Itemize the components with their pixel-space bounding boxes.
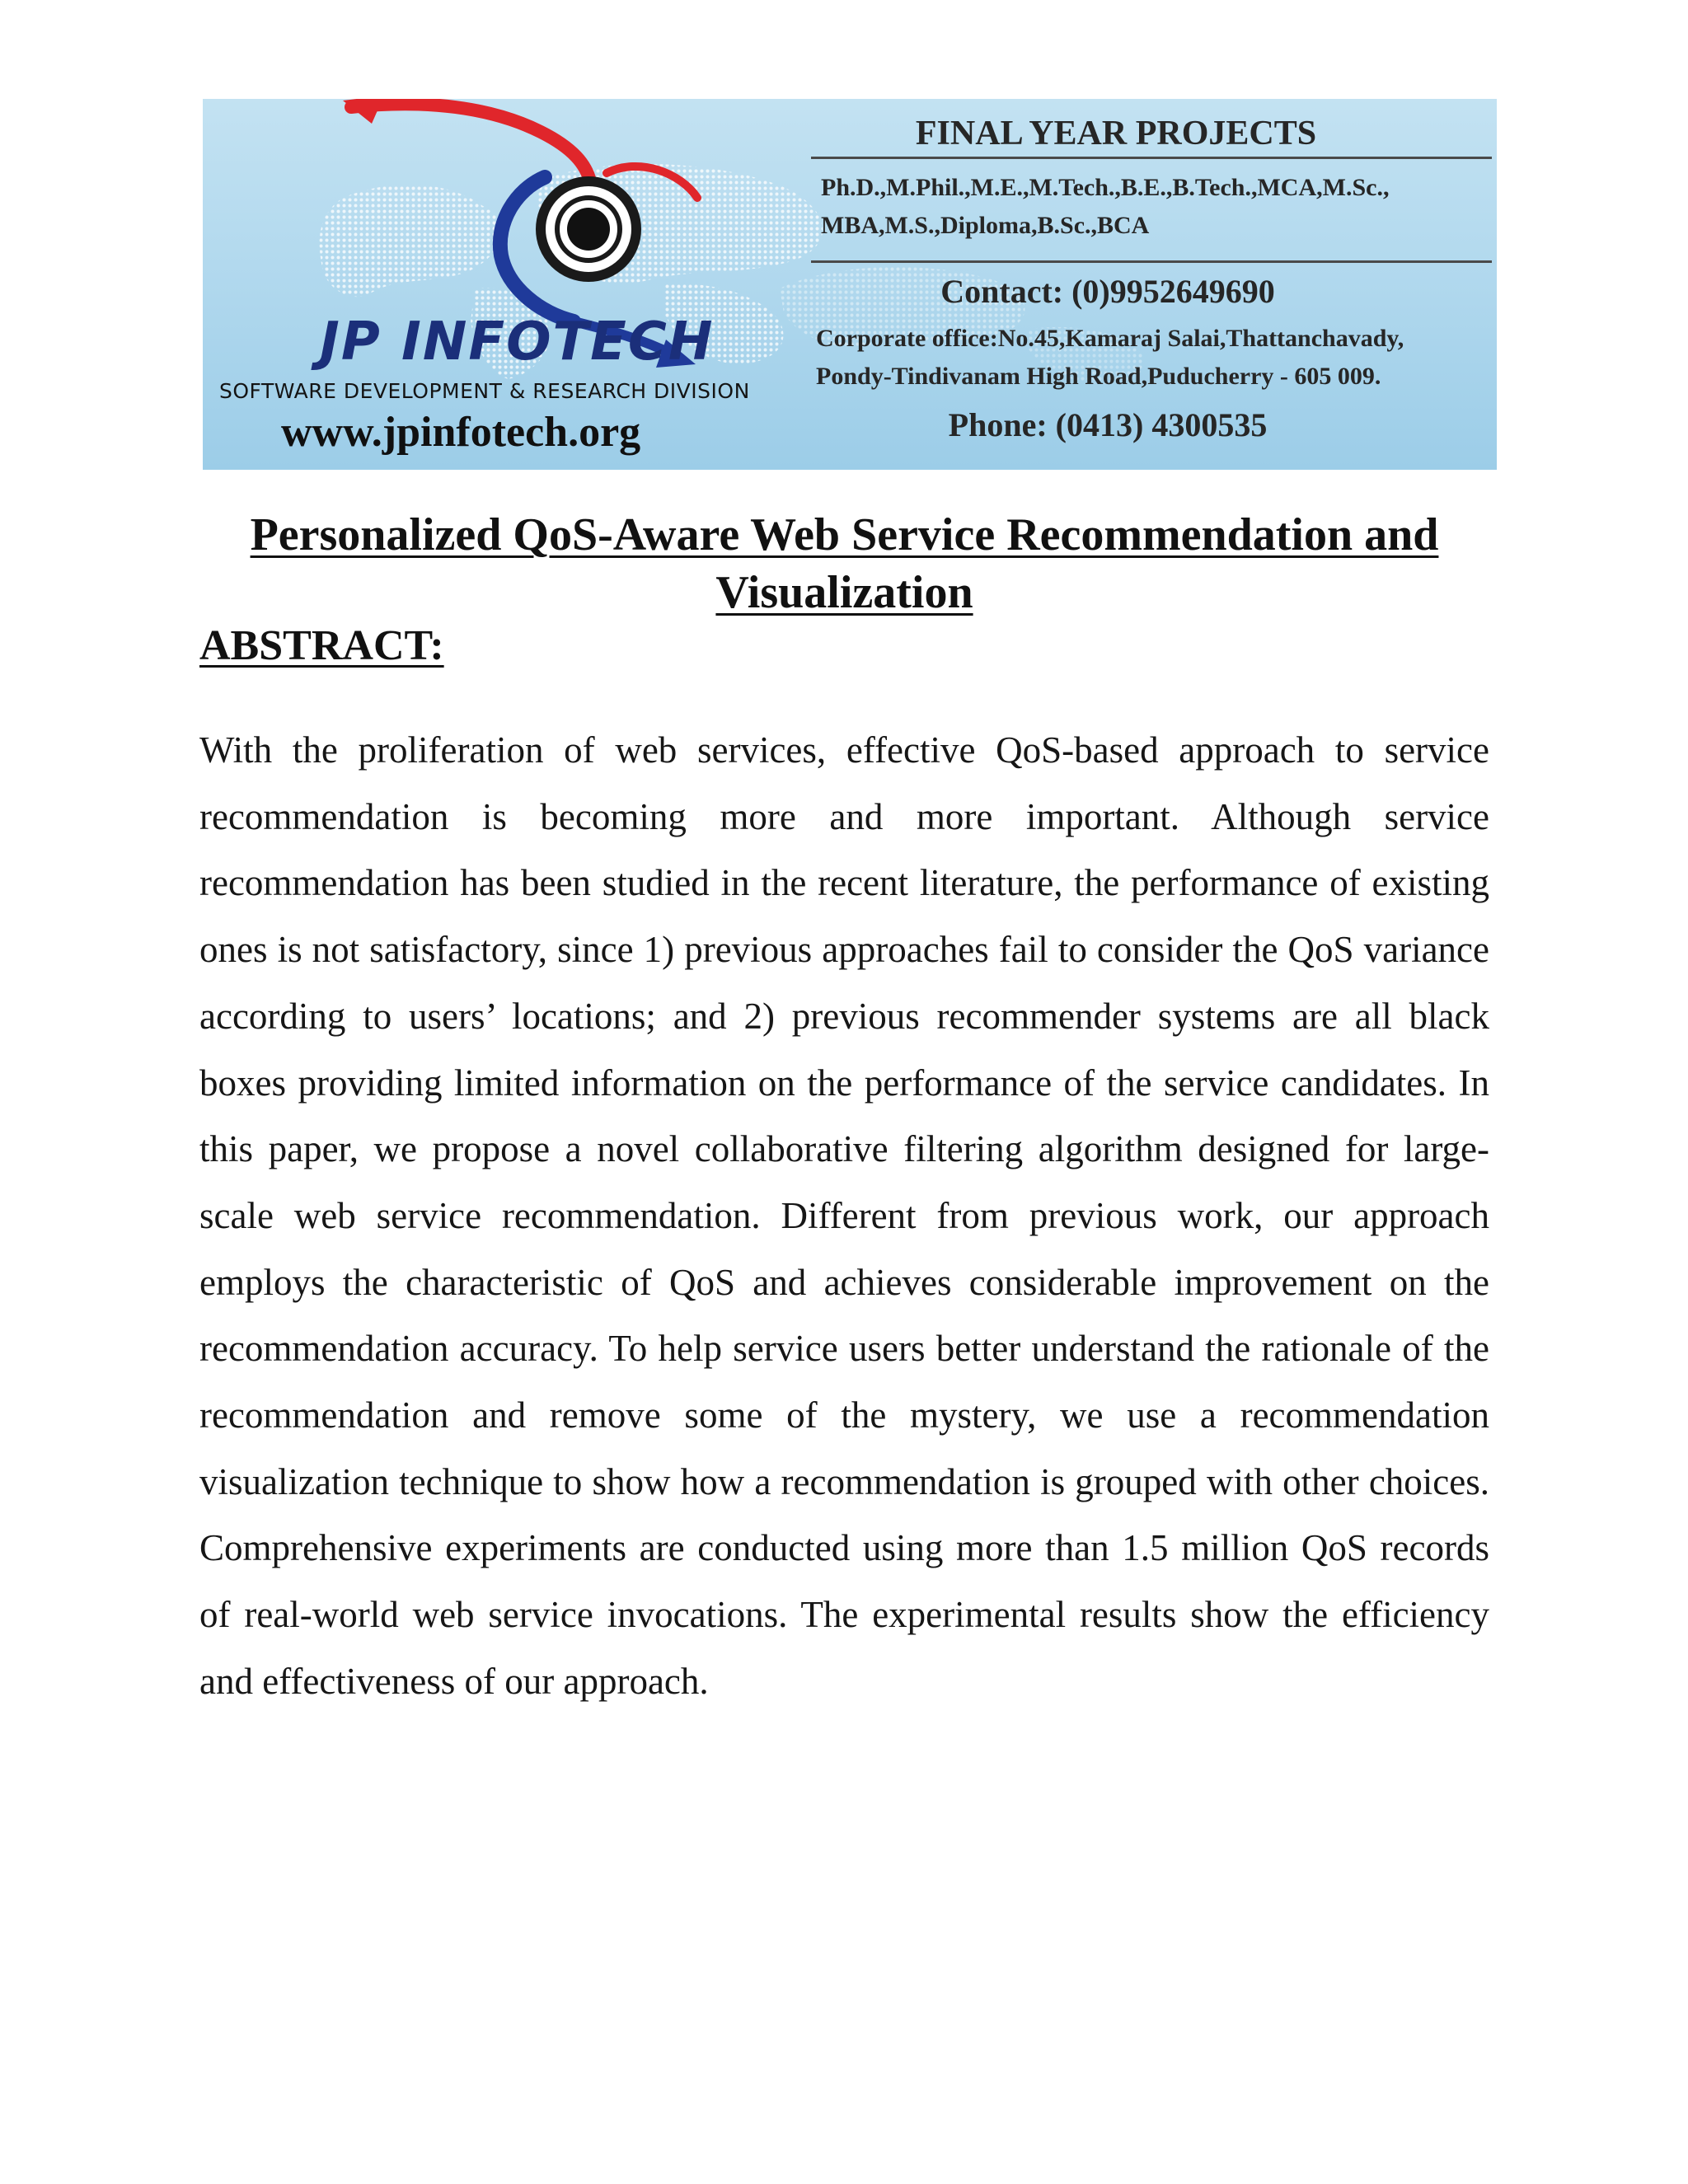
degrees-line: Ph.D.,M.Phil.,M.E.,M.Tech.,B.E.,B.Tech.,MCA,M.Sc.,: [821, 174, 1390, 201]
banner-heading: FINAL YEAR PROJECTS: [915, 115, 1317, 152]
address-line: Pondy-Tindivanam High Road,Puducherry - 605 009.: [816, 363, 1381, 390]
degrees-list: [821, 169, 1480, 245]
banner-info-panel: [811, 99, 1497, 470]
divider: [811, 260, 1492, 263]
brand-name: JP INFOTECH: [320, 312, 715, 373]
abstract-text: With the proliferation of web services, effective QoS-based approach to service recommendation is becoming more and more important. Although service recommendation has been studied in the recent literature, the performance of existing ones is not satisfactory, since 1) previous approaches fail to consider the QoS variance according to users’ locations; and 2) previous recommender systems are all black boxes providing limited information on the performance of the service candidates. In this paper, we propose a novel collaborative filtering algorithm designed for large-scale web service recommendation. Different from previous work, our approach employs the characteristic of QoS and achieves considerable improvement on the recommendation accuracy. To help service users better understand the rationale of the recommendation and remove some of the mystery, we use a recommendation visualization technique to show how a recommendation is grouped with other choices. Comprehensive experiments are conducted using more than 1.5 million QoS records of real-world web service invocations. The experimental results show the efficiency and effectiveness of our approach.: [199, 729, 1489, 1702]
address-line: Corporate office:No.45,Kamaraj Salai,Thattanchavady,: [816, 325, 1404, 352]
document-title: Personalized QoS-Aware Web Service Recommendation and Visualization: [250, 509, 1439, 618]
header-banner: [203, 99, 1497, 470]
brand-tagline: SOFTWARE DEVELOPMENT & RESEARCH DIVISION: [219, 379, 750, 403]
phone-number: Phone: (0413) 4300535: [948, 406, 1268, 443]
divider: [811, 157, 1492, 159]
website-link[interactable]: www.jpinfotech.org: [281, 409, 641, 456]
degrees-line: MBA,M.S.,Diploma,B.Sc.,BCA: [821, 212, 1150, 239]
contact-number: Contact: (0)9952649690: [940, 273, 1275, 310]
abstract-heading: ABSTRACT:: [199, 622, 444, 669]
office-address: [816, 320, 1492, 396]
